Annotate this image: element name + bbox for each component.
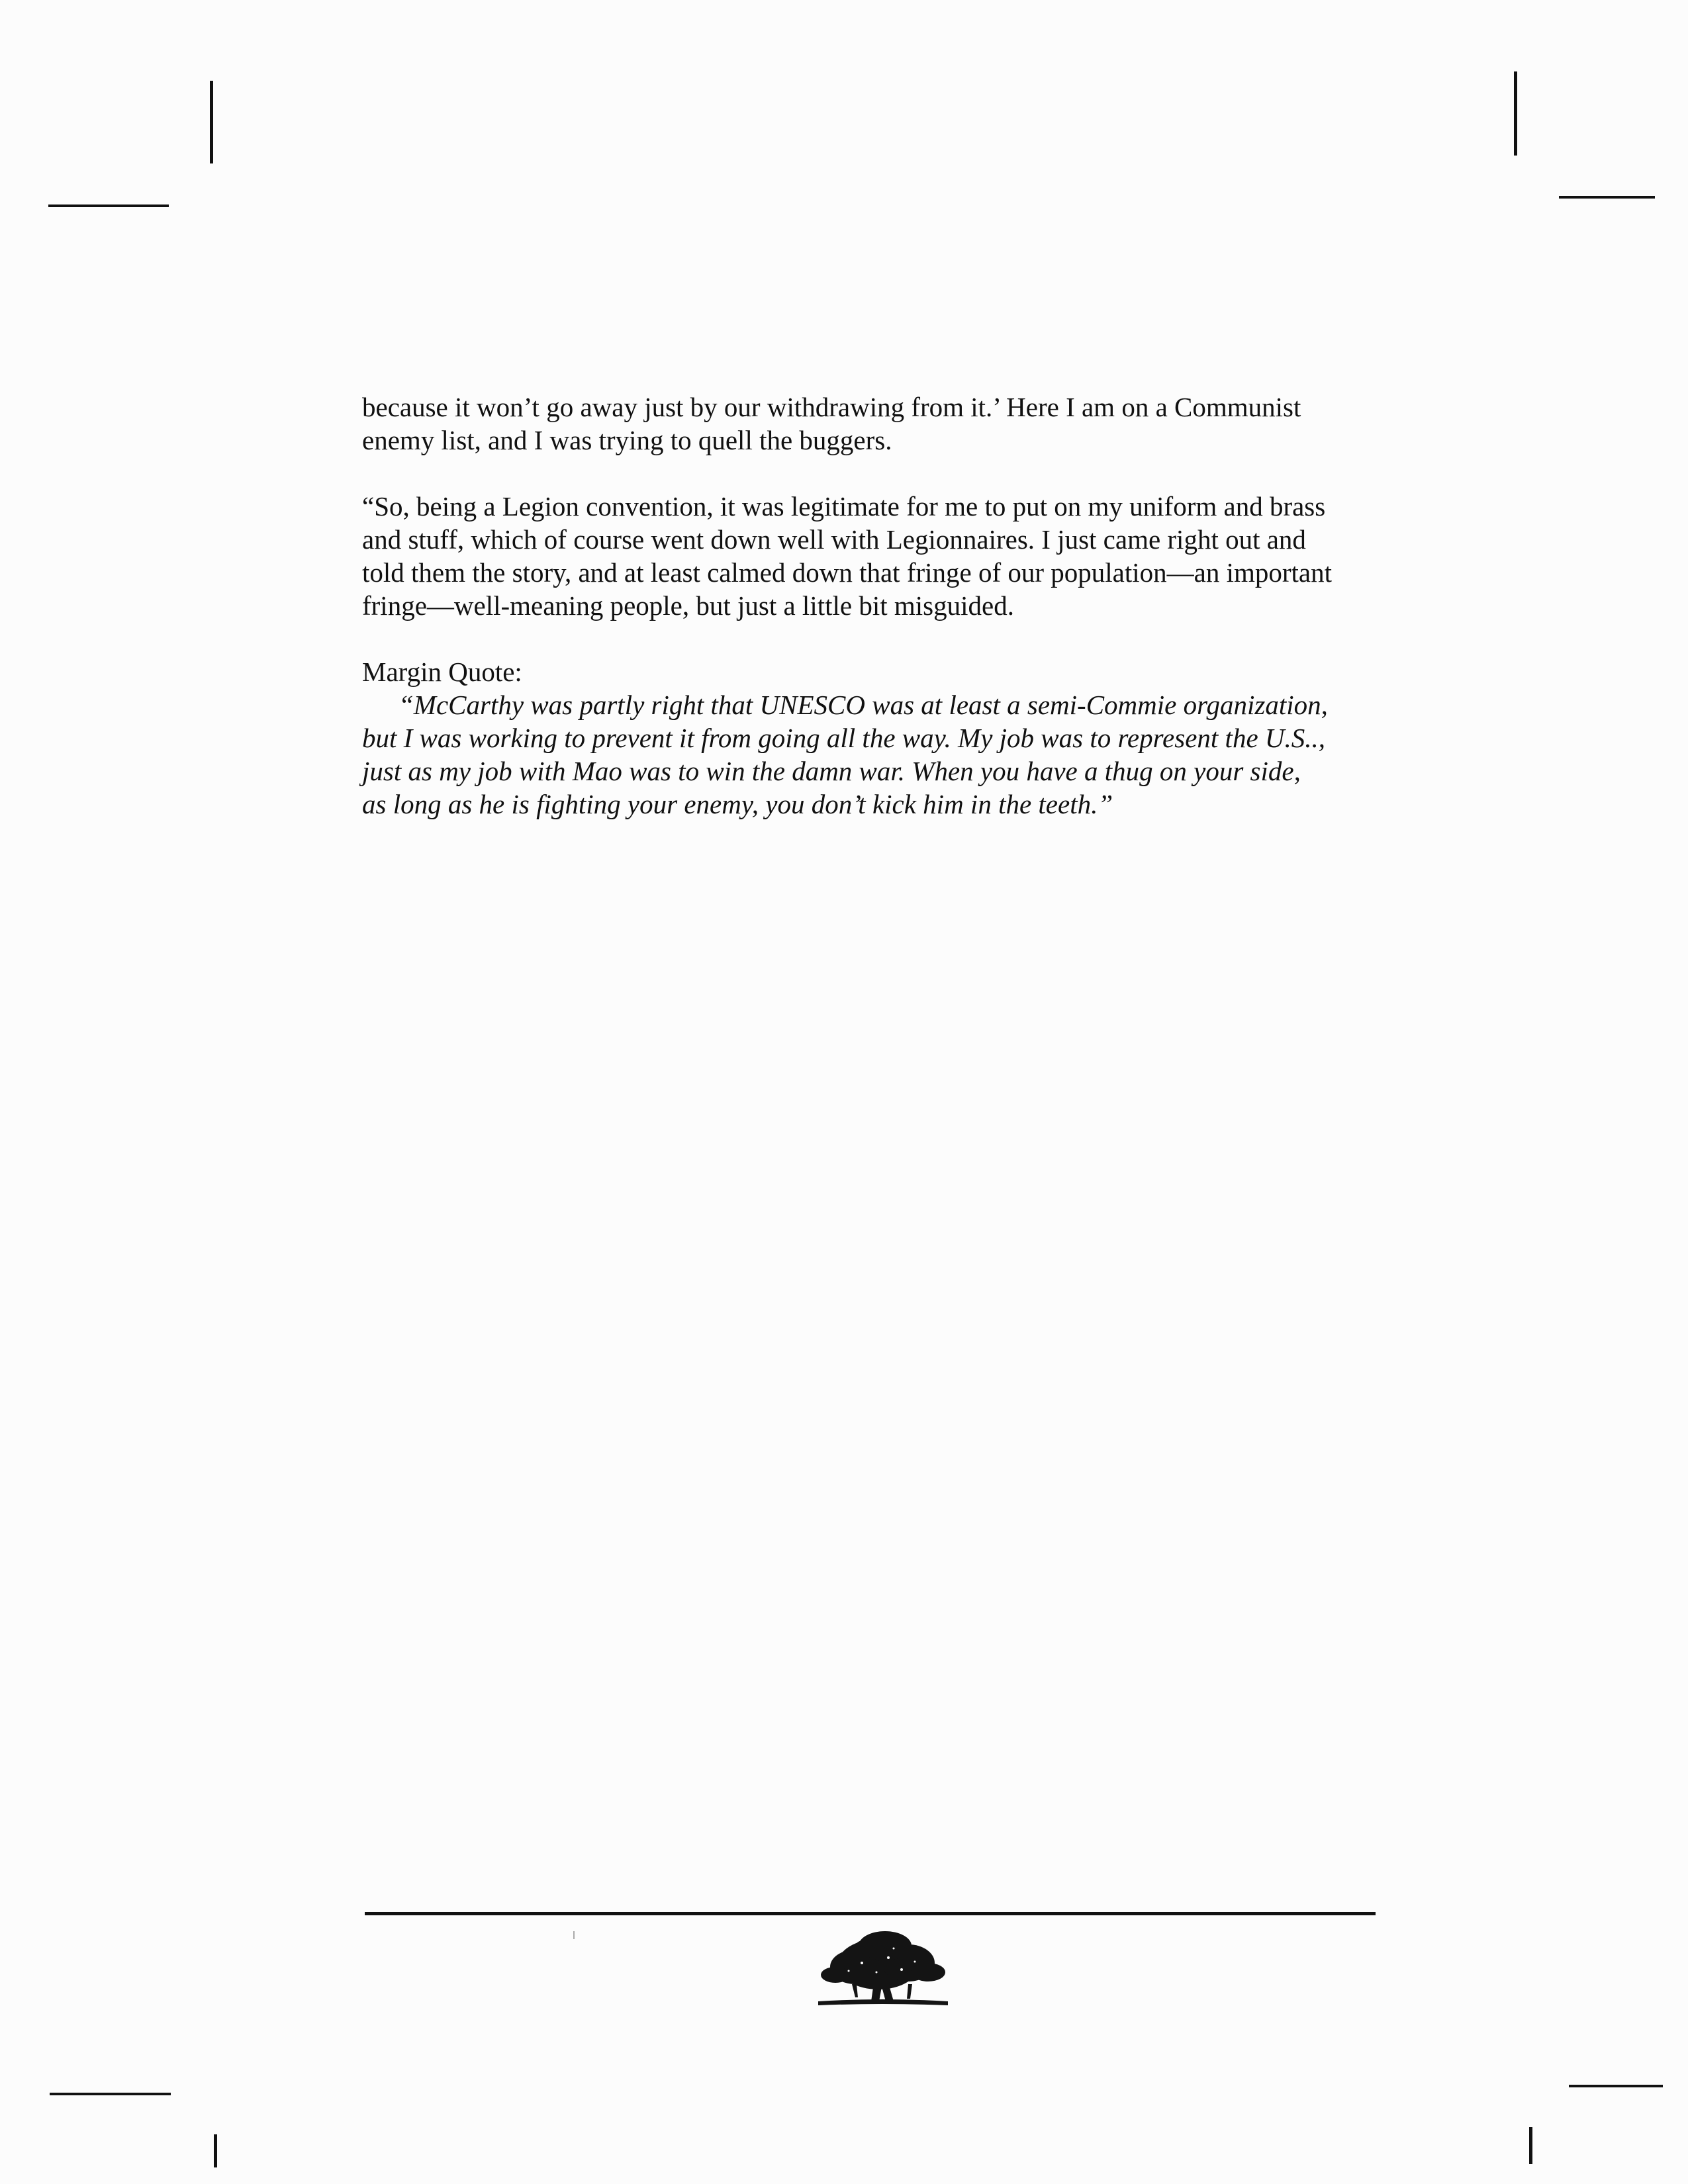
body-paragraph-1: because it won’t go away just by our withdrawing from it.’ Here I am on a Communist enemy list, and I was trying to quell the buggers. (362, 392, 1301, 455)
crop-mark-bottom-right-horizontal (1569, 2085, 1663, 2087)
crop-mark-bottom-left-horizontal (50, 2093, 171, 2095)
crop-mark-top-left-horizontal (48, 205, 169, 207)
footer-rule (365, 1912, 1376, 1915)
crop-mark-bottom-left-vertical (214, 2134, 217, 2167)
crop-mark-bottom-right-vertical (1529, 2127, 1532, 2164)
document-body (362, 390, 1368, 821)
crop-mark-top-right-vertical (1514, 71, 1517, 156)
margin-quote-label: Margin Quote: (362, 657, 522, 687)
crop-mark-top-left-vertical (210, 81, 213, 163)
margin-quote: “McCarthy was partly right that UNESCO was at least a semi-Commie organization, but I was working to prevent it from going all the way. My job was to represent the U.S.., just as my job with Mao was to win the damn war. When you have a thug on your side, as long as he is fighting your enemy, you don’t kick him in the teeth.” (362, 690, 1328, 819)
oak-tree-icon (816, 1923, 951, 2009)
crop-mark-top-right-horizontal (1559, 196, 1655, 199)
scan-speck (573, 1931, 575, 1939)
body-paragraph-2: “So, being a Legion convention, it was legitimate for me to put on my uniform and brass and stuff, which of course went down well with Legionnaires. I just came right out and told them the story, and at least calmed down that fringe of our population—an important fringe—well-meaning people, but just a little bit misguided. (362, 491, 1333, 621)
